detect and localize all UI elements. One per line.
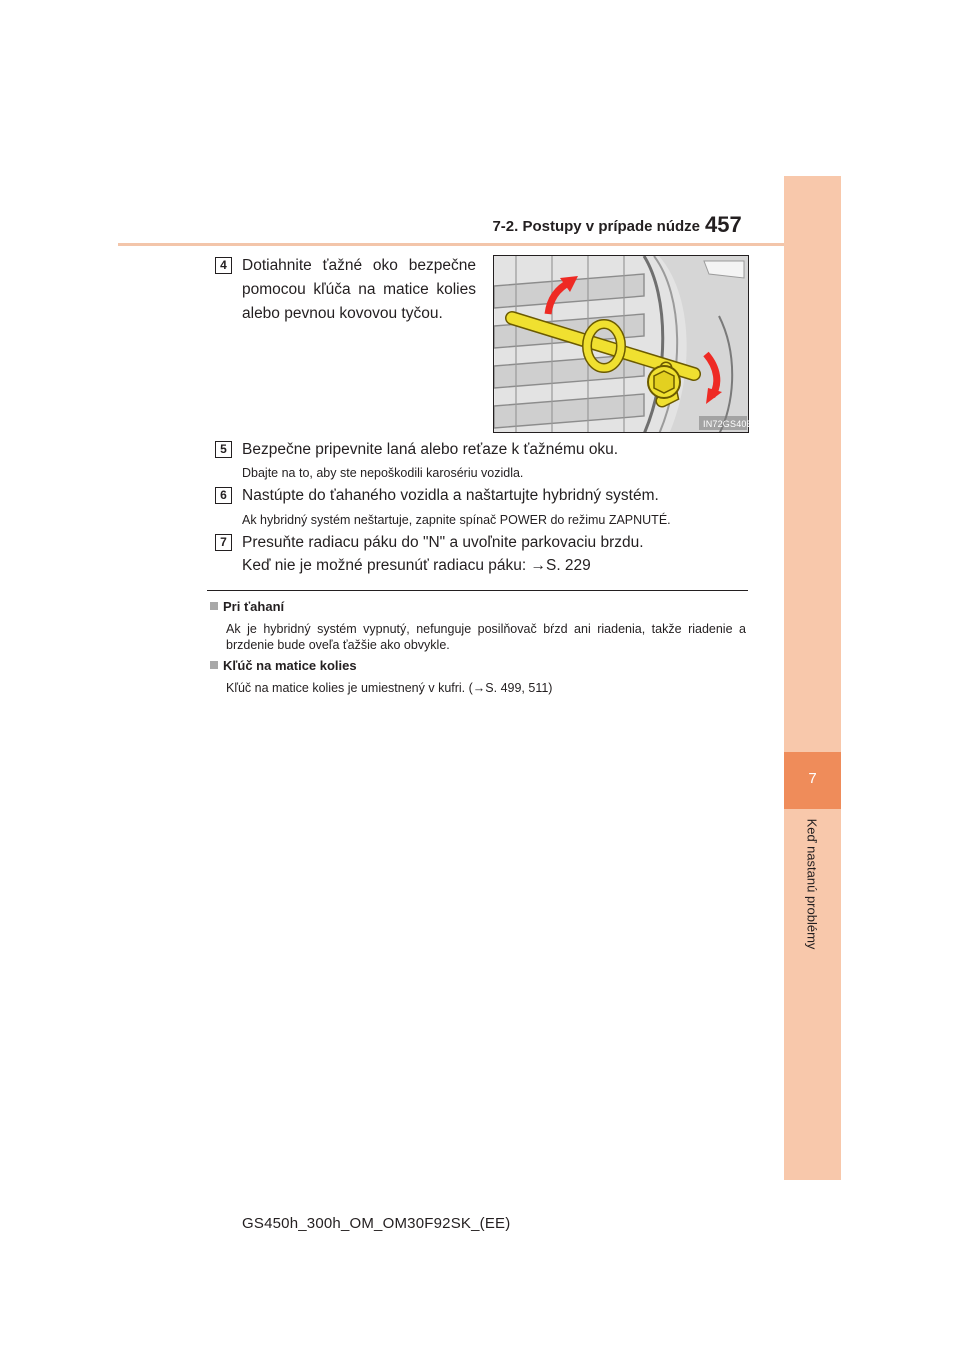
note-bullet-icon (210, 602, 218, 610)
section-divider (207, 590, 748, 591)
step-7-text-line2: Keď nie je možné presunúť radiacu páku: →S. 229 (242, 557, 591, 574)
page-number: 457 (705, 212, 742, 237)
step-7-text: Presuňte radiacu páku do "N" a uvoľnite parkovaciu brzdu. (242, 534, 644, 551)
note-bullet-icon (210, 661, 218, 669)
step-7-badge: 7 (215, 534, 232, 551)
step-6-note: Ak hybridný systém neštartuje, zapnite spínač POWER do režimu ZAPNUTÉ. (242, 513, 671, 527)
note-towing-title: Pri ťahaní (210, 599, 284, 614)
note-wrench-title: Kľúč na matice kolies (210, 658, 357, 673)
step-5-text: Bezpečne pripevnite laná alebo reťaze k ťažnému oku. (242, 441, 619, 458)
step-6-text: Nastúpte do ťahaného vozidla a naštartujte hybridný systém. (242, 487, 659, 504)
document-code-footer: GS450h_300h_OM_OM30F92SK_(EE) (242, 1215, 511, 1232)
step-5-badge: 5 (215, 441, 232, 458)
header-rule (118, 243, 840, 246)
illustration-code: IN72GS40B (703, 419, 753, 429)
chapter-side-tab (784, 176, 841, 1180)
chapter-title: Keď nastanú problémy (804, 818, 820, 950)
towing-illustration-svg (494, 256, 749, 433)
step-4-badge: 4 (215, 257, 232, 274)
running-header: 7-2. Postupy v prípade núdze (492, 218, 700, 235)
note-wrench-body: Kľúč na matice kolies je umiestnený v kufri. (→S. 499, 511) (226, 681, 553, 695)
step-5-note: Dbajte na to, aby ste nepoškodili karosériu vozidla. (242, 466, 524, 480)
step-6-badge: 6 (215, 487, 232, 504)
step-4-text: Dotiahnite ťažné oko bezpečne pomocou kľúča na matice kolies alebo pevnou kovovou tyčou. (242, 257, 476, 322)
towing-eyelet-illustration (493, 255, 749, 433)
chapter-number: 7 (808, 770, 817, 787)
note-towing-body: Ak je hybridný systém vypnutý, nefunguje posilňovač bŕzd ani riadenia, takže riadenie a brzdenie bude oveľa ťažšie ako obvykle. (226, 622, 746, 652)
